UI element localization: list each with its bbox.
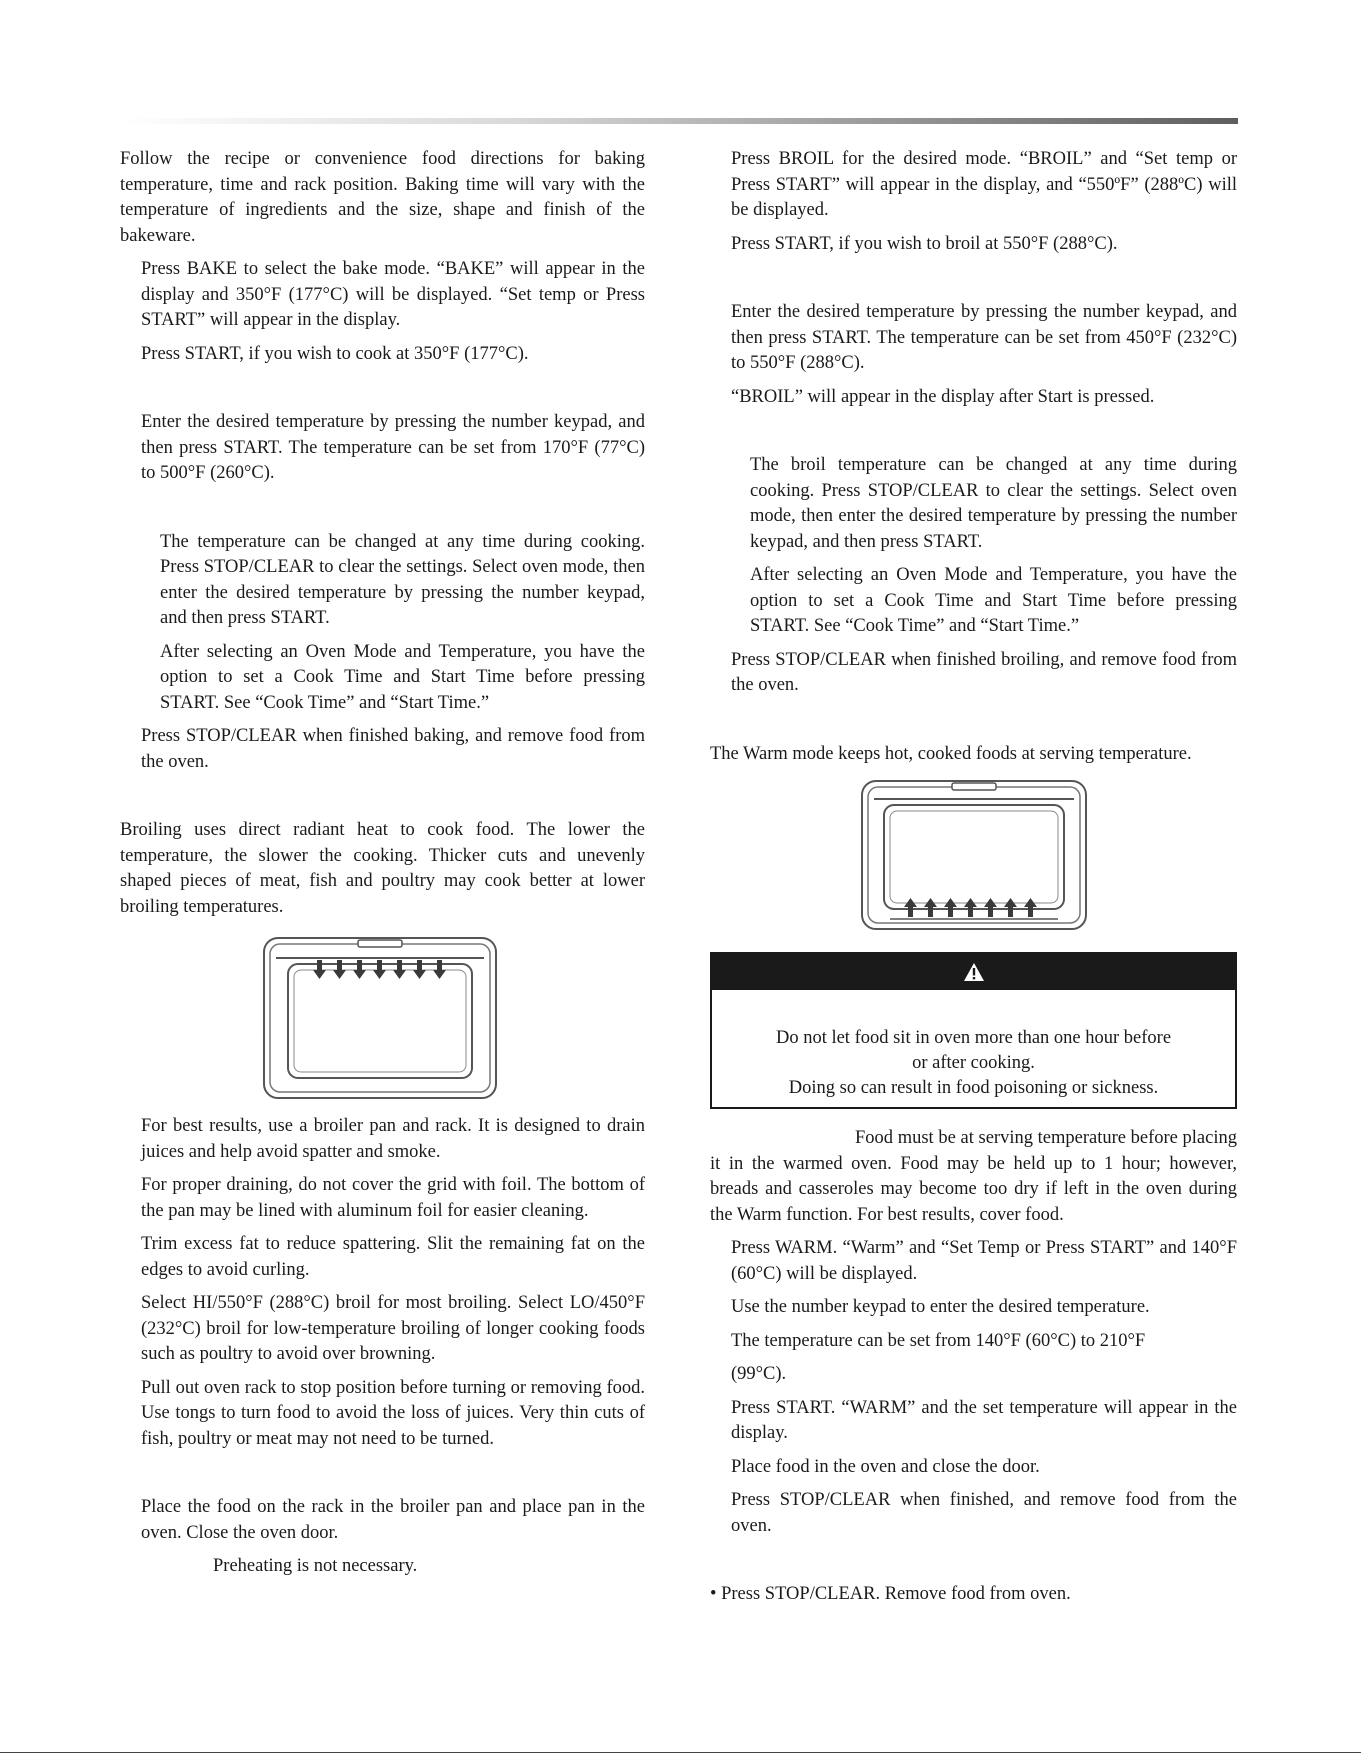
left-column bbox=[120, 147, 645, 1580]
broil-note-1: The broil temperature can be changed at any time during cooking. Press STOP/CLEAR to clear the settings. Select oven mode, then enter the desired temperature by pressing the number keypad, and then press START. bbox=[750, 455, 1237, 552]
warm-step-4: Press START. “WARM” and the set temperature will appear in the display. bbox=[731, 1397, 1237, 1443]
bake-step-4: Press STOP/CLEAR when finished baking, and remove food from the oven. bbox=[141, 726, 645, 772]
bake-note-1: The temperature can be changed at any time during cooking. Press STOP/CLEAR to clear the settings. Select oven mode, then enter the desired temperature by pressing the number keypad, and then press START. bbox=[160, 531, 645, 628]
warning-line-1: Do not let food sit in oven more than one hour before bbox=[775, 1028, 1172, 1048]
warm-step-2: Use the number keypad to enter the desired temperature. bbox=[731, 1297, 1150, 1317]
broil-step-5: “BROIL” will appear in the display after Start is pressed. bbox=[731, 386, 1155, 407]
warm-step-3a: The temperature can be set from 140°F (60°C) to 210°F bbox=[731, 1330, 1146, 1351]
broil-step-4: Enter the desired temperature by pressing the number keypad, and then press START. The temperature can be set from 450°F (232°C) to 550°F (288°C). bbox=[731, 302, 1237, 373]
broil-tip-1: For best results, use a broiler pan and rack. It is designed to drain juices and help avoid spatter and smoke. bbox=[141, 1116, 645, 1162]
right-column bbox=[710, 147, 1237, 1608]
broil-step-2: Press BROIL for the desired mode. “BROIL” and “Set temp or Press START” will appear in the display, and “550ºF” (288ºC) will be displayed. bbox=[731, 149, 1237, 220]
bake-note-2: After selecting an Oven Mode and Temperature, you have the option to set a Cook Time and Start Time before pressing START. See “Cook Time” and “Start Time.” bbox=[160, 641, 645, 713]
warning-line-3: Doing so can result in food poisoning or sickness. bbox=[788, 1078, 1159, 1098]
warning-line-2: or after cooking. bbox=[912, 1053, 1035, 1073]
broil-tip-3: Trim excess fat to reduce spattering. Slit the remaining fat on the edges to avoid curling. bbox=[141, 1234, 645, 1280]
broil-step-6: Press STOP/CLEAR when finished broiling, and remove food from the oven. bbox=[731, 649, 1237, 695]
warning-header bbox=[712, 954, 1235, 990]
footer-rule bbox=[0, 1752, 1361, 1753]
broil-note-2: After selecting an Oven Mode and Temperature, you have the option to set a Cook Time and Start Time before pressing START. See “Cook Time” and “Start Time.” bbox=[750, 565, 1237, 636]
warm-step-1: Press WARM. “Warm” and “Set Temp or Press START” and 140°F (60°C) will be displayed. bbox=[731, 1238, 1237, 1284]
warm-step-5: Place food in the oven and close the door. bbox=[731, 1456, 1040, 1477]
warm-note: Food must be at serving temperature before placing it in the warmed oven. Food may be held up to 1 hour; however, breads and casseroles may become too dry if left in the oven during the Warm function. For best results, cover food. bbox=[710, 1128, 1237, 1225]
broil-step-3: Press START, if you wish to broil at 550°F (288°C). bbox=[731, 233, 1118, 254]
broil-oven-illustration bbox=[120, 936, 645, 1106]
broil-preheat-note: Preheating is not necessary. bbox=[213, 1556, 418, 1576]
bake-step-2: Press START, if you wish to cook at 350°F (177°C). bbox=[141, 343, 529, 364]
bake-intro: Follow the recipe or convenience food directions for baking temperature, time and rack position. Baking time will vary with the temperature of ingredients and the size, shape and finish of the bakeware. bbox=[120, 149, 645, 246]
heat-up-arrows bbox=[904, 898, 1037, 917]
bake-step-3: Enter the desired temperature by pressing the number keypad, and then press START. The temperature can be set from 170°F (77°C) to 500°F (260°C). bbox=[141, 412, 645, 483]
broil-tip-2: For proper draining, do not cover the grid with foil. The bottom of the pan may be lined with aluminum foil for easier cleaning. bbox=[141, 1175, 645, 1221]
warm-step-6: Press STOP/CLEAR when finished, and remove food from the oven. bbox=[731, 1490, 1237, 1536]
warning-box bbox=[710, 952, 1237, 1109]
broil-tip-5: Pull out oven rack to stop position before turning or removing food. Use tongs to turn food to avoid the loss of juices. Very thin cuts of fish, poultry or meat may not need to be turned. bbox=[141, 1377, 645, 1449]
bake-step-1: Press BAKE to select the bake mode. “BAKE” will appear in the display and 350°F (177°C) will be displayed. “Set temp or Press START” will appear in the display. bbox=[141, 259, 645, 330]
broil-intro: Broiling uses direct radiant heat to cook food. The lower the temperature, the slower the cooking. Thicker cuts and unevenly shaped pieces of meat, fish and poultry may cook better at lower broiling temperatures. bbox=[120, 820, 645, 917]
warm-intro: The Warm mode keeps hot, cooked foods at serving temperature. bbox=[710, 743, 1192, 764]
broil-tip-4: Select HI/550°F (288°C) broil for most broiling. Select LO/450°F (232°C) broil for low-temperature broiling of longer cooking foods such as poultry to avoid over browning. bbox=[141, 1293, 645, 1364]
cancel-step: • Press STOP/CLEAR. Remove food from oven. bbox=[710, 1584, 1071, 1604]
header-rule bbox=[120, 118, 1238, 124]
warm-oven-illustration bbox=[710, 779, 1237, 934]
warning-triangle-icon bbox=[963, 962, 985, 982]
warm-step-3b: (99°C). bbox=[731, 1364, 787, 1384]
broil-step-1: Place the food on the rack in the broiler pan and place pan in the oven. Close the oven door. bbox=[141, 1497, 645, 1543]
